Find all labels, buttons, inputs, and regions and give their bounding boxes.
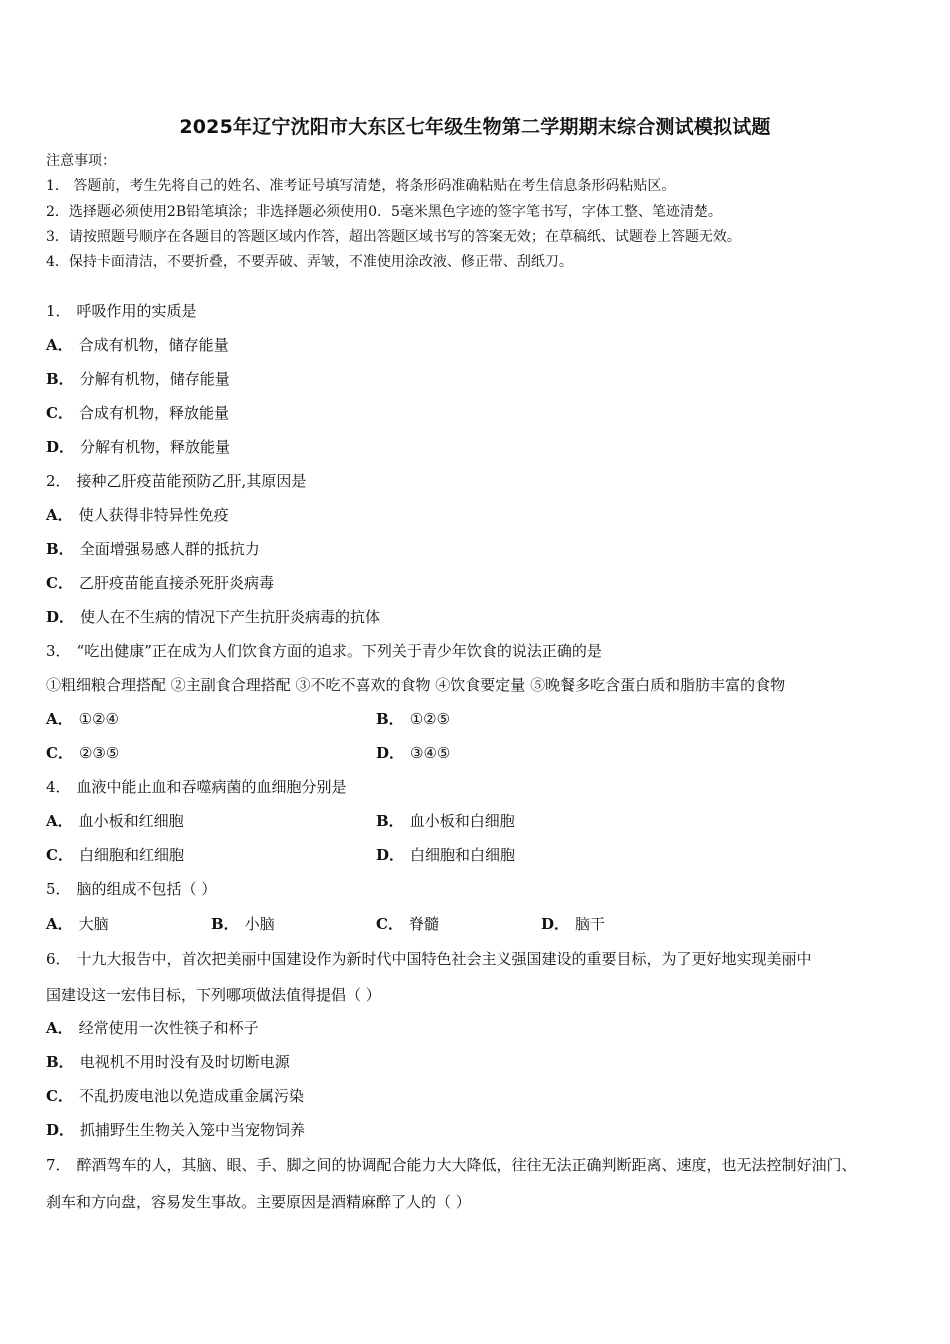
- question-2-option-c: [46, 574, 274, 592]
- option-text: 脊髓: [408, 915, 439, 933]
- option-letter: B．: [211, 915, 239, 933]
- question-1-stem: [46, 302, 197, 320]
- notice-item: 4．保持卡面清洁，不要折叠，不要弄破、弄皱，不准使用涂改液、修正带、刮纸刀。: [46, 254, 573, 270]
- question-5-option-b: [211, 915, 275, 933]
- question-text: “吃出健康”正在成为人们饮食方面的追求。下列关于青少年饮食的说法正确的是: [76, 642, 602, 660]
- notice-item: 3．请按照题号顺序在各题目的答题区域内作答，超出答题区域书写的答案无效；在草稿纸、试题卷上答题无效。: [46, 229, 741, 245]
- option-text: 全面增强易感人群的抵抗力: [79, 540, 260, 558]
- question-3-option-c: [46, 744, 119, 762]
- notice-item: 1． 答题前，考生先将自己的姓名、准考证号填写清楚，将条形码准确粘贴在考生信息条形码粘贴区。: [46, 178, 676, 194]
- option-letter: A．: [46, 506, 73, 524]
- question-text: 脑的组成不包括（ ）: [76, 880, 217, 898]
- option-text: 小脑: [244, 915, 275, 933]
- question-3-stem: [46, 642, 602, 660]
- question-7-stem: [46, 1156, 857, 1174]
- option-letter: C．: [46, 846, 73, 864]
- question-number: 3．: [46, 642, 71, 660]
- option-text: 使人在不生病的情况下产生抗肝炎病毒的抗体: [80, 608, 381, 626]
- question-2-option-a: [46, 506, 229, 524]
- question-4-option-c: [46, 846, 184, 864]
- question-2-option-b: [46, 540, 260, 558]
- option-text: 分解有机物，储存能量: [79, 370, 230, 388]
- option-text: 脑干: [575, 915, 606, 933]
- question-text: 呼吸作用的实质是: [76, 302, 197, 320]
- option-text: 抓捕野生生物关入笼中当宠物饲养: [80, 1121, 306, 1139]
- option-letter: C．: [46, 574, 73, 592]
- option-letter: A．: [46, 915, 73, 933]
- question-number: 1．: [46, 302, 71, 320]
- question-6-option-b: [46, 1053, 290, 1071]
- question-1-option-d: [46, 438, 230, 456]
- question-number: 7．: [46, 1156, 71, 1174]
- option-letter: B．: [376, 812, 404, 830]
- option-text: ①②⑤: [409, 710, 451, 728]
- question-6-option-c: [46, 1087, 304, 1105]
- option-letter: B．: [376, 710, 404, 728]
- question-5-stem: [46, 880, 216, 898]
- option-letter: D．: [376, 744, 405, 762]
- question-number: 2．: [46, 472, 71, 490]
- question-number: 4．: [46, 778, 71, 796]
- option-letter: C．: [46, 404, 73, 422]
- option-text: 合成有机物，储存能量: [78, 336, 229, 354]
- option-letter: C．: [376, 915, 403, 933]
- option-letter: B．: [46, 1053, 74, 1071]
- option-letter: D．: [541, 915, 570, 933]
- question-number: 6．: [46, 950, 71, 968]
- option-letter: A．: [46, 812, 73, 830]
- option-letter: C．: [46, 1087, 73, 1105]
- option-letter: B．: [46, 540, 74, 558]
- question-text: 醉酒驾车的人，其脑、眼、手、脚之间的协调配合能力大大降低，往往无法正确判断距离、速度，也无法控制好油门、: [76, 1156, 857, 1174]
- page-title: 2025年辽宁沈阳市大东区七年级生物第二学期期末综合测试模拟试题: [179, 116, 771, 138]
- question-2-stem: [46, 472, 306, 490]
- question-6-stem: [46, 950, 812, 968]
- question-3-option-d: [376, 744, 450, 762]
- question-7-stem-cont: 刹车和方向盘，容易发生事故。主要原因是酒精麻醉了人的（ ）: [46, 1193, 471, 1211]
- question-6-option-a: [46, 1019, 259, 1037]
- option-text: 使人获得非特异性免疫: [78, 506, 229, 524]
- question-4-option-a: [46, 812, 184, 830]
- option-text: ①②④: [78, 710, 119, 728]
- question-4-option-b: [376, 812, 515, 830]
- question-3-option-b: [376, 710, 450, 728]
- option-letter: D．: [46, 608, 75, 626]
- option-letter: A．: [46, 1019, 73, 1037]
- option-text: 分解有机物，释放能量: [80, 438, 231, 456]
- question-4-option-d: [376, 846, 515, 864]
- question-5-option-d: [541, 915, 605, 933]
- question-text: 接种乙肝疫苗能预防乙肝,其原因是: [76, 472, 307, 490]
- option-text: 合成有机物，释放能量: [78, 404, 229, 422]
- question-4-stem: [46, 778, 347, 796]
- option-text: 白细胞和红细胞: [78, 846, 184, 864]
- option-letter: D．: [46, 438, 75, 456]
- option-text: 血小板和红细胞: [78, 812, 184, 830]
- option-text: 血小板和白细胞: [409, 812, 515, 830]
- option-letter: C．: [46, 744, 73, 762]
- question-2-option-d: [46, 608, 380, 626]
- option-text: 大脑: [78, 915, 109, 933]
- question-1-option-c: [46, 404, 229, 422]
- option-text: ③④⑤: [410, 744, 451, 762]
- option-letter: B．: [46, 370, 74, 388]
- question-text: 血液中能止血和吞噬病菌的血细胞分别是: [76, 778, 347, 796]
- option-text: 不乱扔废电池以免造成重金属污染: [78, 1087, 304, 1105]
- option-letter: A．: [46, 336, 73, 354]
- question-3-statements: ①粗细粮合理搭配 ②主副食合理搭配 ③不吃不喜欢的食物 ④饮食要定量 ⑤晚餐多吃含蛋白质和脂肪丰富的食物: [46, 676, 786, 694]
- option-text: 乙肝疫苗能直接杀死肝炎病毒: [78, 574, 274, 592]
- option-letter: D．: [376, 846, 405, 864]
- question-1-option-a: [46, 336, 229, 354]
- option-text: ②③⑤: [78, 744, 120, 762]
- question-text: 十九大报告中，首次把美丽中国建设作为新时代中国特色社会主义强国建设的重要目标，为了更好地实现美丽中: [76, 950, 812, 968]
- question-1-option-b: [46, 370, 230, 388]
- question-5-option-c: [376, 915, 439, 933]
- option-text: 白细胞和白细胞: [410, 846, 516, 864]
- option-text: 经常使用一次性筷子和杯子: [78, 1019, 259, 1037]
- question-number: 5．: [46, 880, 71, 898]
- question-6-option-d: [46, 1121, 305, 1139]
- question-6-stem-cont: 国建设这一宏伟目标，下列哪项做法值得提倡（ ）: [46, 986, 381, 1004]
- notice-item: 2．选择题必须使用2B铅笔填涂；非选择题必须使用0．5毫米黑色字迹的签字笔书写，字体工整、笔迹清楚。: [46, 204, 722, 220]
- notice-heading: 注意事项：: [46, 153, 116, 169]
- question-3-option-a: [46, 710, 119, 728]
- option-text: 电视机不用时没有及时切断电源: [79, 1053, 290, 1071]
- question-5-option-a: [46, 915, 109, 933]
- option-letter: D．: [46, 1121, 75, 1139]
- option-letter: A．: [46, 710, 73, 728]
